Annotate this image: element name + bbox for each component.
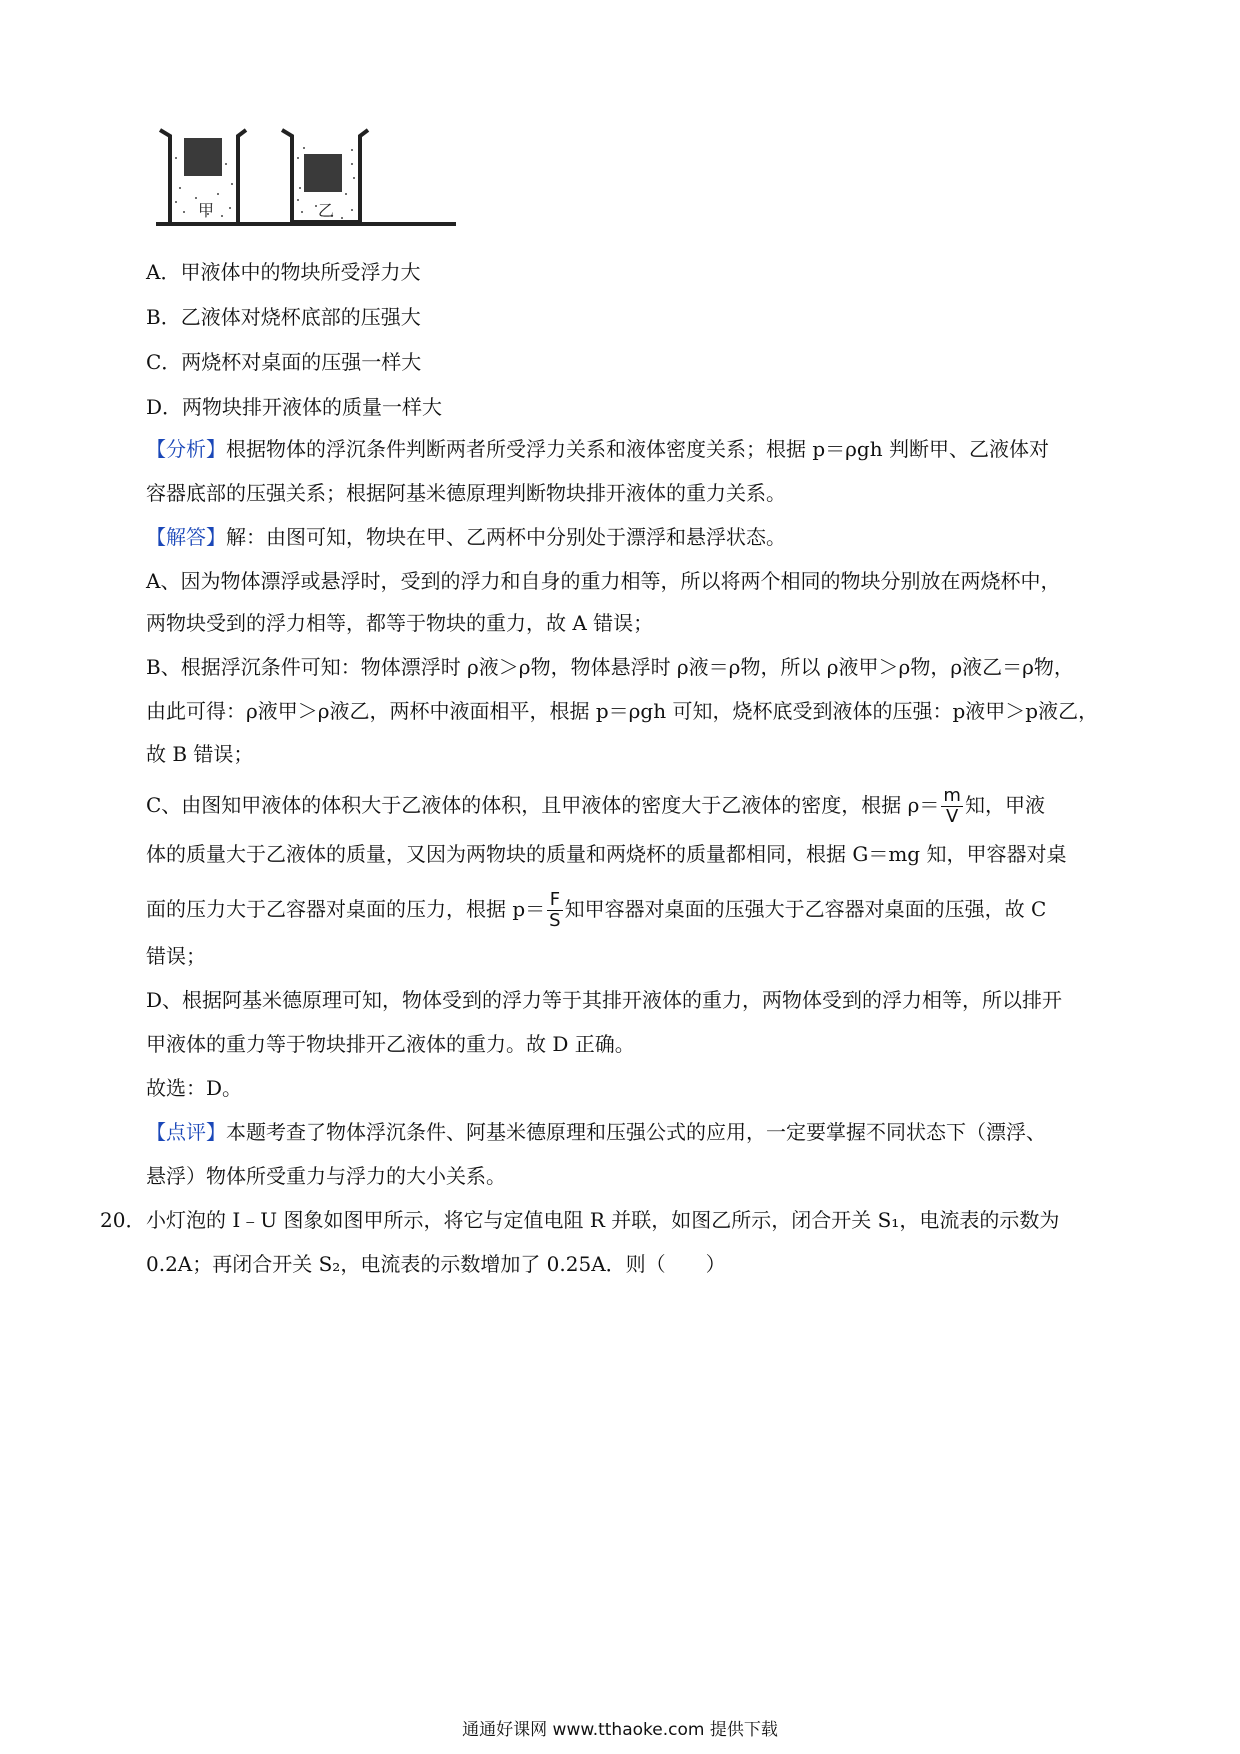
question-number: 20． bbox=[100, 1208, 146, 1232]
answer-d-1: D、根据阿基米德原理可知，物体受到的浮力等于其排开液体的重力，两物体受到的浮力相等，所以排开 bbox=[146, 988, 1063, 1012]
fraction-denominator: V bbox=[946, 806, 959, 827]
answer-c-4: 错误； bbox=[146, 944, 206, 968]
answer-a-1: A、因为物体漂浮或悬浮时，受到的浮力和自身的重力相等，所以将两个相同的物块分别放在两烧杯中， bbox=[146, 569, 1061, 593]
answer-c-3-pre: 面的压力大于乙容器对桌面的压力，根据 p＝ bbox=[146, 897, 546, 921]
option-b: B．乙液体对烧杯底部的压强大 bbox=[146, 305, 421, 329]
question-20-line-1: 小灯泡的 I﹣U 图象如图甲所示，将它与定值电阻 R 并联，如图乙所示，闭合开关 S₁，电流表的示数为 bbox=[146, 1208, 1060, 1232]
answer-tag: 【解答】 bbox=[146, 525, 226, 549]
answer-c-1 bbox=[146, 786, 1045, 827]
comment-text-1: 本题考查了物体浮沉条件、阿基米德原理和压强公式的应用，一定要掌握不同状态下（漂浮、 bbox=[226, 1120, 1046, 1144]
fraction-numerator: m bbox=[943, 785, 961, 806]
analysis-text-1: 根据物体的浮沉条件判断两者所受浮力关系和液体密度关系；根据 p＝ρgh 判断甲、乙液体对 bbox=[226, 437, 1049, 461]
answer-c-1-post: 知，甲液 bbox=[964, 793, 1045, 817]
answer-b-1: B、根据浮沉条件可知：物体漂浮时 ρ液＞ρ物，物体悬浮时 ρ液＝ρ物，所以 ρ液甲＞ρ物，ρ液乙＝ρ物， bbox=[146, 655, 1074, 679]
analysis-tag: 【分析】 bbox=[146, 437, 226, 461]
option-a: A．甲液体中的物块所受浮力大 bbox=[146, 260, 421, 284]
fraction-denominator: S bbox=[549, 910, 561, 931]
option-d: D．两物块排开液体的质量一样大 bbox=[146, 395, 443, 419]
answer-c-1-pre: C、由图知甲液体的体积大于乙液体的体积，且甲液体的密度大于乙液体的密度，根据 ρ＝ bbox=[146, 793, 940, 817]
answer-c-2: 体的质量大于乙液体的质量，又因为两物块的质量和两烧杯的质量都相同，根据 G＝mg 知，甲容器对桌 bbox=[146, 842, 1067, 866]
option-c: C．两烧杯对桌面的压强一样大 bbox=[146, 350, 422, 374]
label-jia: 甲 bbox=[198, 201, 215, 220]
answer-line-1 bbox=[146, 525, 786, 549]
answer-c-3-post: 知甲容器对桌面的压强大于乙容器对桌面的压强，故 C bbox=[564, 897, 1047, 921]
question-20-line-2: 0.2A；再闭合开关 S₂，电流表的示数增加了 0.25A．则（ ） bbox=[146, 1252, 726, 1276]
label-yi: 乙 bbox=[318, 201, 335, 220]
answer-c-3 bbox=[146, 890, 1046, 931]
answer-a-2: 两物块受到的浮力相等，都等于物块的重力，故 A 错误； bbox=[146, 611, 654, 635]
comment-line-1 bbox=[146, 1120, 1046, 1144]
answer-text-1: 解：由图可知，物块在甲、乙两杯中分别处于漂浮和悬浮状态。 bbox=[226, 525, 786, 549]
page-footer: 通通好课网 www.tthaoke.com 提供下载 bbox=[462, 1720, 778, 1740]
fraction-f-over-s bbox=[547, 890, 562, 931]
beakers-figure bbox=[156, 128, 456, 254]
fraction-m-over-v bbox=[941, 786, 963, 827]
analysis-line-2: 容器底部的压强关系；根据阿基米德原理判断物块排开液体的重力关系。 bbox=[146, 481, 786, 505]
analysis-line-1 bbox=[146, 437, 1049, 461]
fraction-numerator: F bbox=[547, 890, 562, 911]
answer-b-2: 由此可得：ρ液甲＞ρ液乙，两杯中液面相平，根据 p＝ρgh 可知，烧杯底受到液体的压强：p液甲＞p液乙， bbox=[146, 699, 1099, 723]
answer-choice: 故选：D。 bbox=[146, 1076, 243, 1100]
comment-tag: 【点评】 bbox=[146, 1120, 226, 1144]
comment-line-2: 悬浮）物体所受重力与浮力的大小关系。 bbox=[146, 1164, 506, 1188]
answer-d-2: 甲液体的重力等于物块排开乙液体的重力。故 D 正确。 bbox=[146, 1032, 635, 1056]
answer-b-3: 故 B 错误； bbox=[146, 742, 254, 766]
